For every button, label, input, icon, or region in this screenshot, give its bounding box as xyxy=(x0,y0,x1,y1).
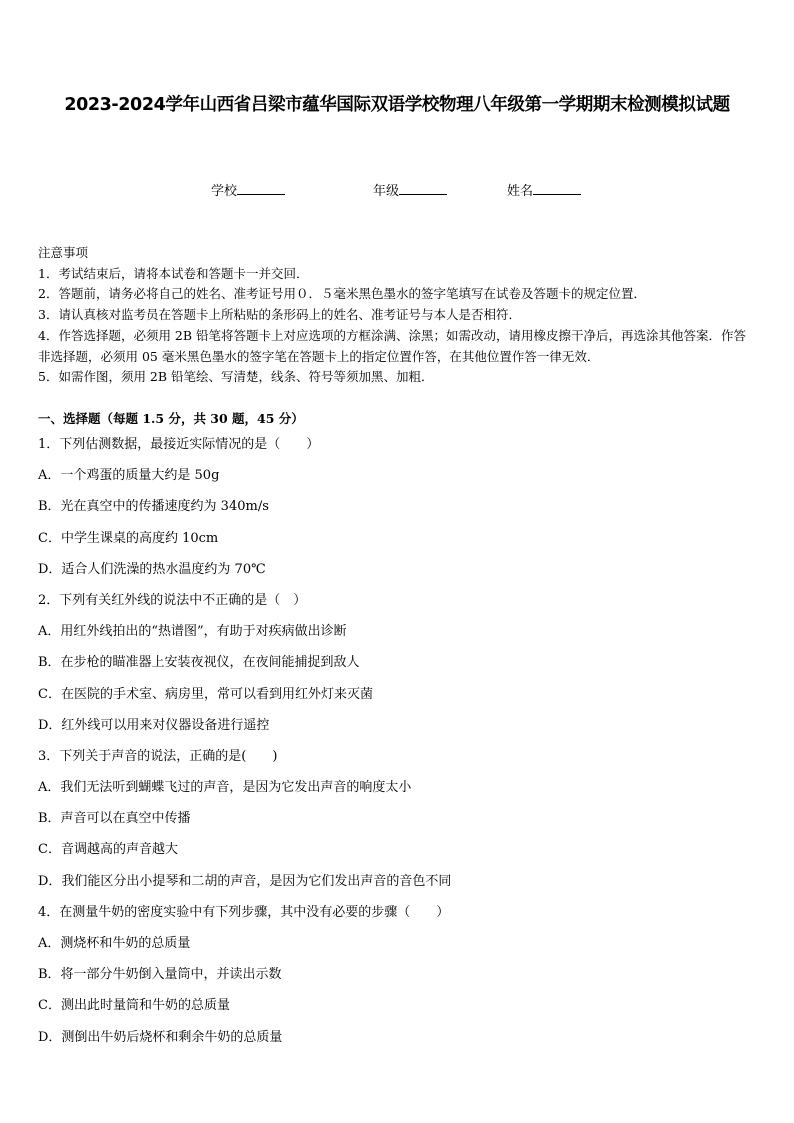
note-item: 1．考试结束后，请将本试卷和答题卡一并交回． xyxy=(38,265,309,281)
note-item: 3．请认真核对监考员在答题卡上所粘贴的条形码上的姓名、准考证号与本人是否相符． xyxy=(38,307,521,323)
grade-blank xyxy=(399,182,447,195)
note-item: 5．如需作图，须用 2B 铅笔绘、写清楚，线条、符号等须加黑、加粗． xyxy=(38,369,434,385)
name-label: 姓名 xyxy=(507,184,534,199)
section-heading: 一、选择题（每题 1.5 分，共 30 题，45 分） xyxy=(38,411,304,426)
grade-field xyxy=(373,180,447,199)
question-option: C．音调越高的声音越大 xyxy=(38,842,178,858)
question-option: D．我们能区分出小提琴和二胡的声音，是因为它们发出声音的音色不同 xyxy=(38,873,452,889)
student-info-row xyxy=(0,180,794,200)
question-option: D．红外线可以用来对仪器设备进行遥控 xyxy=(38,717,270,733)
question-option: A．用红外线拍出的“热谱图”，有助于对疾病做出诊断 xyxy=(38,624,347,640)
question-option: B．光在真空中的传播速度约为 340m/s xyxy=(38,499,269,515)
note-item: 2．答题前，请务必将自己的姓名、准考证号用０．５毫米黑色墨水的签字笔填写在试卷及答题卡的规定位置． xyxy=(38,286,646,302)
question-option: A．我们无法听到蝴蝶飞过的声音，是因为它发出声音的响度太小 xyxy=(38,780,412,796)
question-option: B．将一部分牛奶倒入量筒中，并读出示数 xyxy=(38,967,282,983)
question-stem: 1．下列估测数据，最接近实际情况的是（ ） xyxy=(38,437,320,452)
notes-heading: 注意事项 xyxy=(38,245,89,260)
question-option: A．一个鸡蛋的质量大约是 50g xyxy=(38,468,220,484)
question-option: D．适合人们洗澡的热水温度约为 70℃ xyxy=(38,561,266,577)
question-option: D．测倒出牛奶后烧杯和剩余牛奶的总质量 xyxy=(38,1029,283,1045)
school-field xyxy=(211,180,285,199)
question-option: A．测烧杯和牛奶的总质量 xyxy=(38,936,191,951)
grade-label: 年级 xyxy=(373,184,400,199)
question-option: C．中学生课桌的高度约 10cm xyxy=(38,530,219,546)
school-blank xyxy=(237,182,285,195)
name-field xyxy=(507,180,581,199)
notes-block xyxy=(38,243,756,388)
question-stem: 2．下列有关红外线的说法中不正确的是（ ） xyxy=(38,592,307,608)
question-stem: 4．在测量牛奶的密度实验中有下列步骤，其中没有必要的步骤（ ） xyxy=(38,904,450,920)
question-option: C．在医院的手术室、病房里，常可以看到用红外灯来灭菌 xyxy=(38,686,373,702)
questions-list xyxy=(38,434,756,1058)
question-option: C．测出此时量筒和牛奶的总质量 xyxy=(38,998,230,1014)
note-item: 4．作答选择题，必须用 2B 铅笔将答题卡上对应选项的方框涂满、涂黑；如需改动，请用橡皮擦干净后，再选涂其他答案．作答非选择题，必须用 05 毫米黑色墨水的签字笔在答题卡上的指定位置作答，在其他位置作答一律无效． xyxy=(38,327,747,364)
name-blank xyxy=(533,182,581,195)
question-option: B．声音可以在真空中传播 xyxy=(38,811,191,827)
document-title: 2023-2024学年山西省吕梁市蕴华国际双语学校物理八年级第一学期期末检测模拟试题 xyxy=(64,95,730,115)
school-label: 学校 xyxy=(211,184,238,199)
question-stem: 3．下列关于声音的说法，正确的是( ) xyxy=(38,748,278,764)
question-option: B．在步枪的瞄准器上安装夜视仪，在夜间能捕捉到敌人 xyxy=(38,655,360,671)
